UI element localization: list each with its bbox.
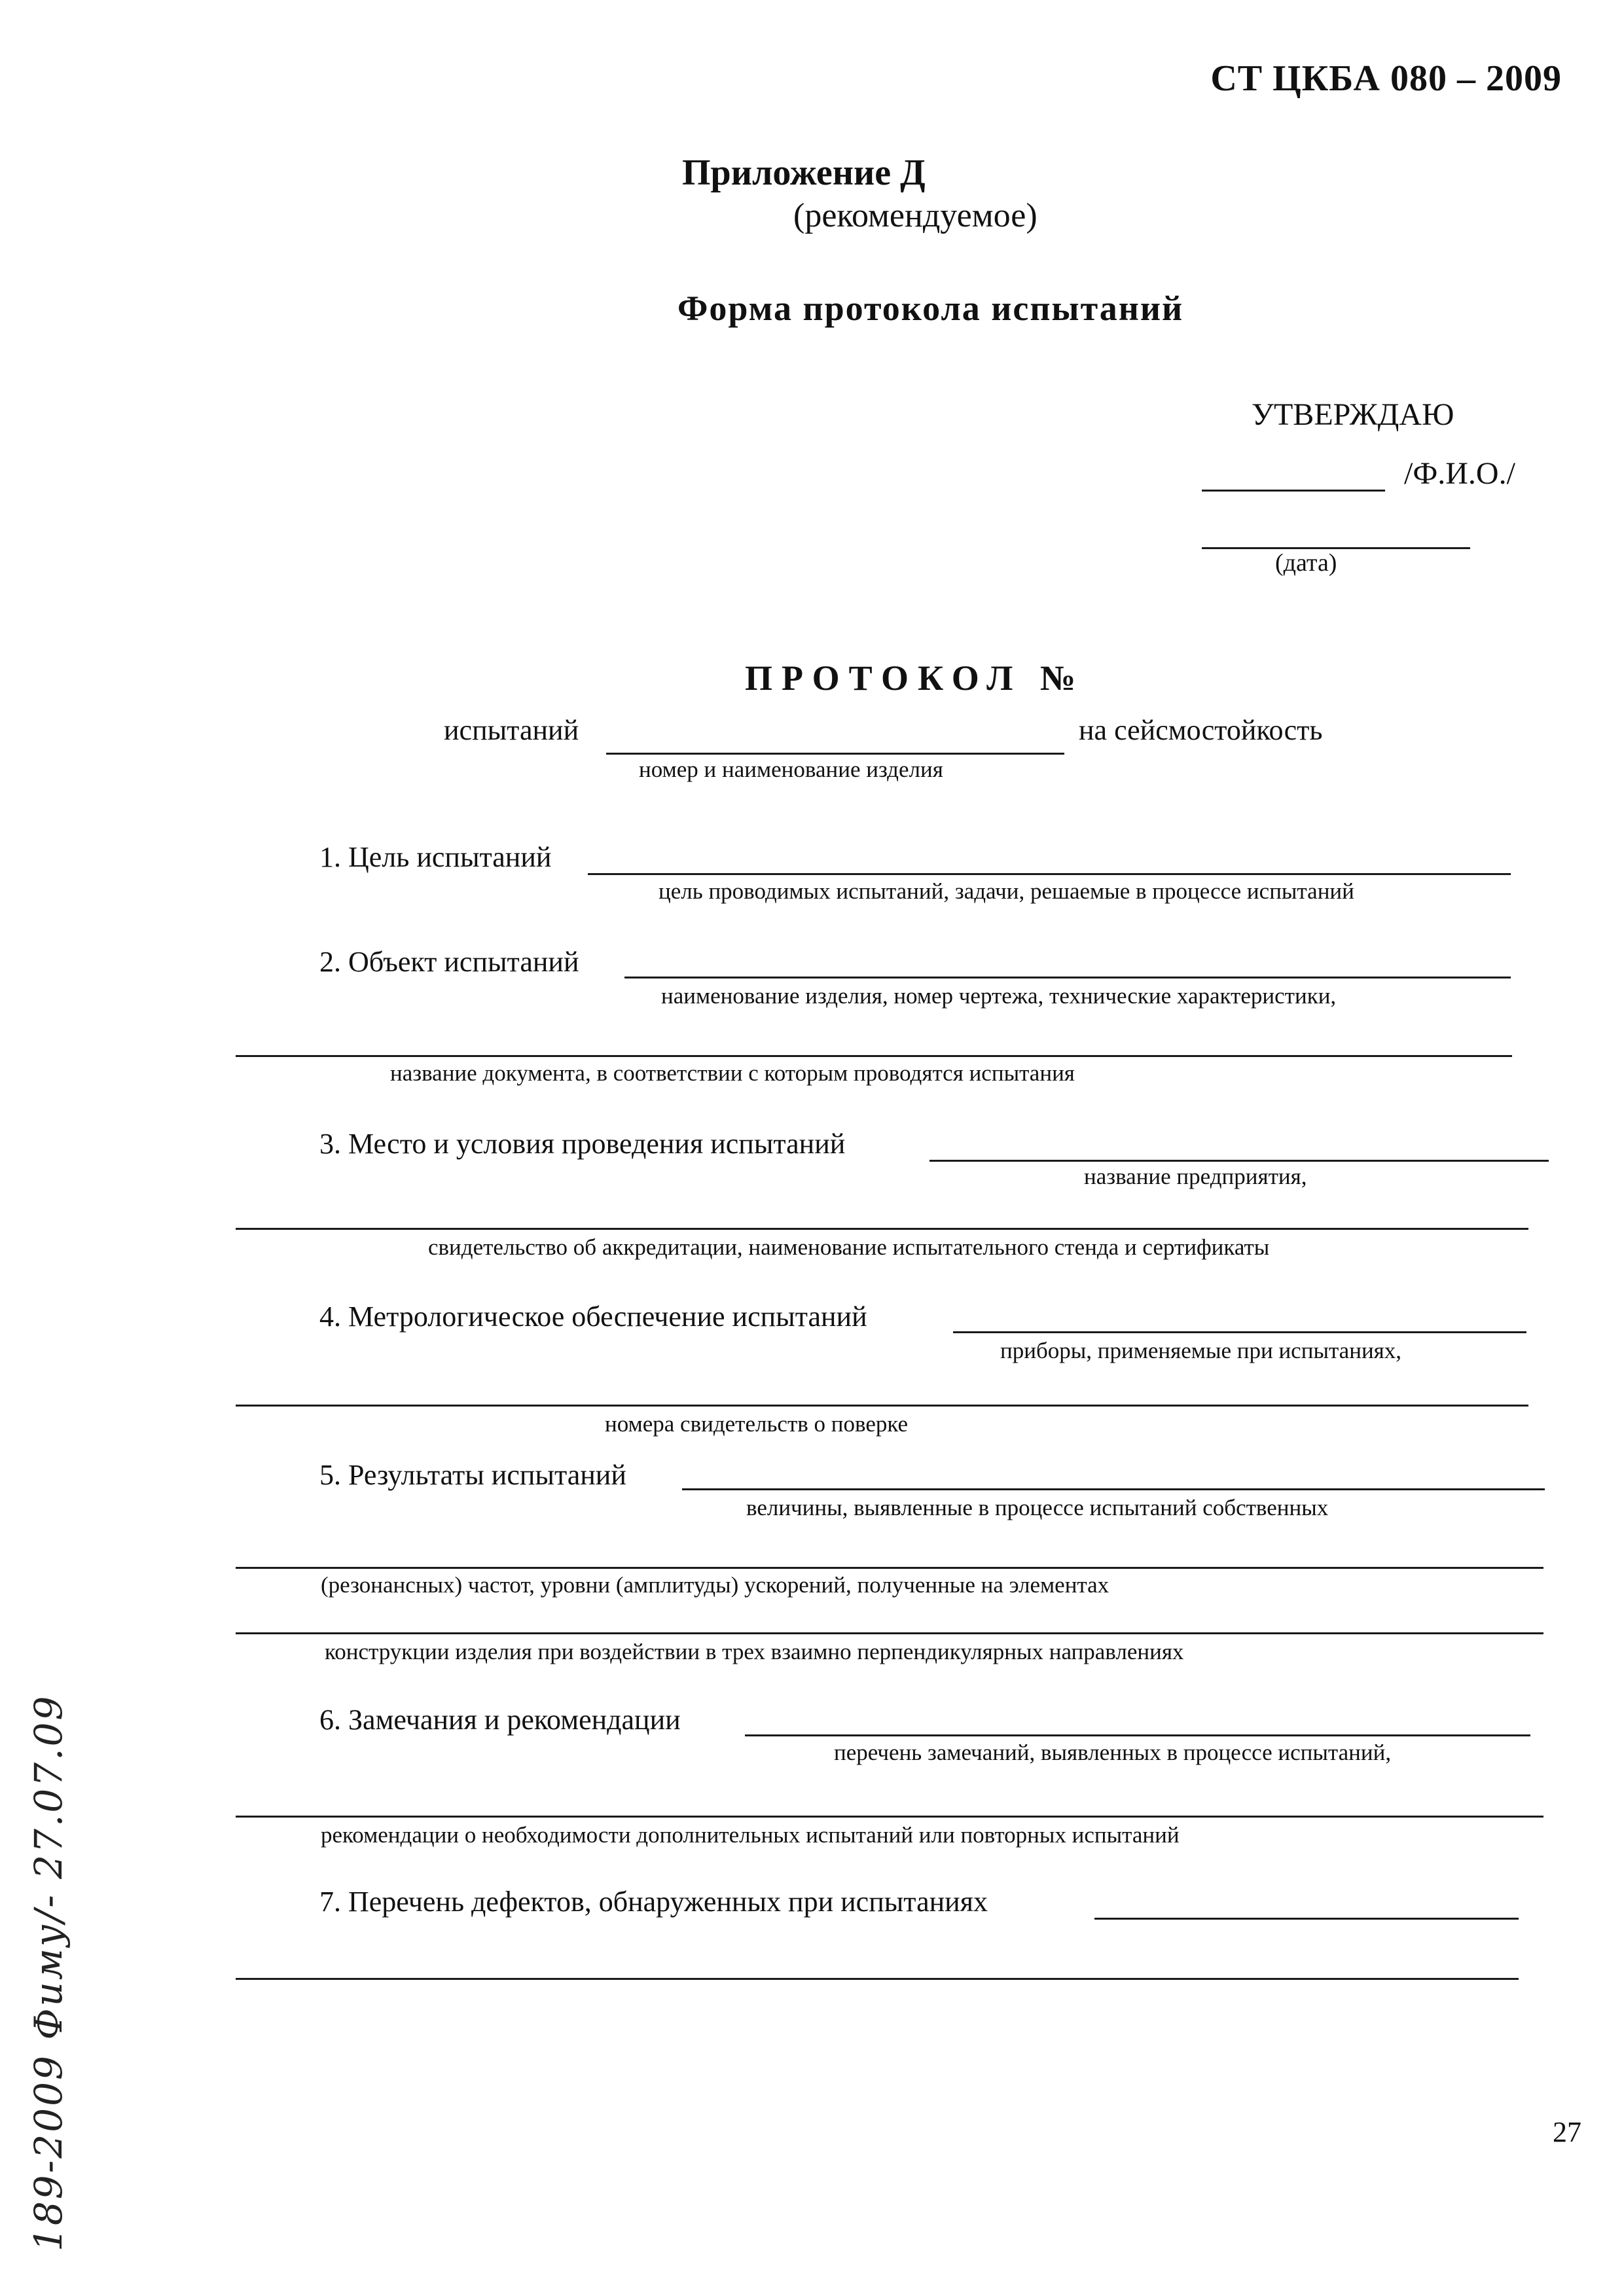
section-5-field-line — [682, 1488, 1545, 1490]
form-title: Форма протокола испытаний — [677, 289, 1184, 328]
section-2-field-line — [624, 977, 1511, 978]
appendix-title: Приложение Д — [682, 152, 926, 193]
section-4-field-line-2 — [236, 1405, 1528, 1407]
section-6-caption: перечень замечаний, выявленных в процессе испытаний, — [834, 1740, 1392, 1765]
section-2-caption: наименование изделия, номер чертежа, технические характеристики, — [661, 983, 1337, 1009]
protocol-suffix: на сейсмостойкость — [1079, 714, 1323, 746]
section-3-field-line — [929, 1160, 1549, 1162]
section-7-field-line — [1094, 1918, 1519, 1920]
handwritten-margin-note: 189-2009 Фиму/- 27.07.09 — [26, 1694, 71, 2251]
section-3-label: 3. Место и условия проведения испытаний — [319, 1128, 846, 1160]
document-code: СТ ЦКБА 080 – 2009 — [1210, 58, 1562, 99]
section-2-label: 2. Объект испытаний — [319, 946, 579, 978]
section-7-label: 7. Перечень дефектов, обнаруженных при испытаниях — [319, 1886, 988, 1918]
protocol-title: ПРОТОКОЛ № — [745, 658, 1085, 698]
section-6-field-line — [745, 1734, 1530, 1736]
section-5-caption: величины, выявленные в процессе испытаний собственных — [746, 1495, 1329, 1520]
approver-name-label: /Ф.И.О./ — [1404, 456, 1515, 491]
signature-line — [1202, 490, 1385, 492]
section-7-field-line-2 — [236, 1978, 1519, 1980]
section-4-label: 4. Метрологическое обеспечение испытаний — [319, 1300, 867, 1333]
approval-heading: УТВЕРЖДАЮ — [1252, 397, 1454, 432]
section-1-label: 1. Цель испытаний — [319, 841, 552, 873]
product-caption: номер и наименование изделия — [639, 757, 943, 782]
section-4-caption-2: номера свидетельств о поверке — [605, 1411, 909, 1437]
section-6-field-line-2 — [236, 1816, 1543, 1818]
section-1-caption: цель проводимых испытаний, задачи, решаемые в процессе испытаний — [659, 878, 1354, 904]
section-5-caption-3: конструкции изделия при воздействии в трех взаимно перпендикулярных направлениях — [325, 1639, 1184, 1664]
section-2-caption-2: название документа, в соответствии с которым проводятся испытания — [390, 1060, 1075, 1086]
appendix-subtitle: (рекомендуемое) — [793, 197, 1038, 234]
section-4-field-line — [953, 1331, 1526, 1333]
page-number: 27 — [1553, 2116, 1581, 2148]
section-1-field-line — [588, 873, 1511, 875]
protocol-prefix: испытаний — [444, 714, 579, 746]
section-6-label: 6. Замечания и рекомендации — [319, 1704, 681, 1736]
section-5-field-line-2 — [236, 1567, 1543, 1569]
date-caption: (дата) — [1275, 549, 1337, 577]
section-5-field-line-3 — [236, 1632, 1543, 1634]
section-3-caption: название предприятия, — [1084, 1164, 1307, 1189]
section-5-label: 5. Результаты испытаний — [319, 1459, 626, 1491]
section-2-field-line-2 — [236, 1055, 1512, 1057]
section-3-caption-2: свидетельство об аккредитации, наименование испытательного стенда и сертификаты — [428, 1234, 1270, 1260]
section-4-caption: приборы, применяемые при испытаниях, — [1000, 1338, 1402, 1363]
section-5-caption-2: (резонансных) частот, уровни (амплитуды) ускорений, полученные на элементах — [321, 1572, 1110, 1598]
section-6-caption-2: рекомендации о необходимости дополнительных испытаний или повторных испытаний — [321, 1822, 1180, 1848]
section-3-field-line-2 — [236, 1228, 1528, 1230]
product-field-line — [606, 753, 1064, 755]
